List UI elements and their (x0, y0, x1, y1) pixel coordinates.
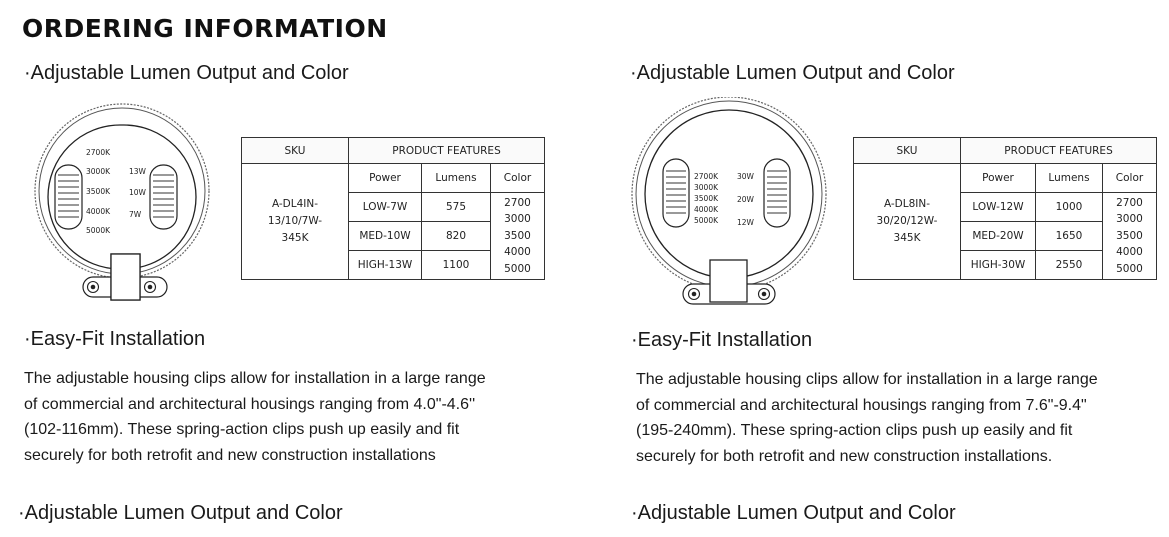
right-ordering-table (853, 137, 1157, 280)
right-heading-lumen: ·Adjustable Lumen Output and Color (630, 62, 955, 84)
left-mounting-bracket (83, 254, 167, 300)
text-line: (102-116mm). These spring-action clips push up easily and fit (24, 421, 460, 438)
right-mounting-bracket (683, 260, 775, 304)
left-downlight-diagram (28, 103, 218, 303)
sku-line: 345K (893, 232, 921, 244)
color-value: 4000 (504, 246, 531, 259)
lumens-cell: 2550 (1036, 251, 1103, 280)
right-cct-label: 4000K (694, 205, 719, 214)
right-easy-fit-text (636, 367, 1098, 469)
left-cct-label: 3500K (86, 187, 111, 196)
col-lumens-header: Lumens (1036, 164, 1103, 193)
col-color-header: Color (1103, 164, 1157, 193)
product-features-header: PRODUCT FEATURES (349, 138, 545, 164)
col-power-header: Power (349, 164, 422, 193)
right-cct-label: 3000K (694, 183, 719, 192)
lumens-cell: 1650 (1036, 222, 1103, 251)
right-cct-switch (663, 159, 689, 227)
text-line: securely for both retrofit and new construction installations (24, 446, 436, 464)
left-cct-label: 2700K (86, 148, 111, 157)
color-value: 3000 (1116, 213, 1143, 226)
sku-header: SKU (854, 138, 961, 164)
page-title: ORDERING INFORMATION (22, 14, 388, 43)
product-features-header: PRODUCT FEATURES (961, 138, 1157, 164)
lumens-cell: 1000 (1036, 193, 1103, 222)
power-cell: LOW-7W (349, 193, 422, 222)
right-watt-label: 30W (737, 172, 754, 181)
text-line: The adjustable housing clips allow for installation in a large range (24, 370, 486, 387)
left-cct-label: 3000K (86, 167, 111, 176)
left-cct-label: 4000K (86, 207, 111, 216)
left-watt-label: 10W (129, 188, 146, 197)
color-value: 3500 (1116, 229, 1143, 242)
power-cell: HIGH-13W (349, 251, 422, 280)
right-cct-label: 3500K (694, 194, 719, 203)
left-heading-easy-fit: ·Easy-Fit Installation (24, 328, 206, 350)
power-cell: MED-10W (349, 222, 422, 251)
right-cct-label: 2700K (694, 172, 719, 181)
right-downlight-diagram (628, 97, 833, 307)
right-watt-switch (764, 159, 790, 227)
color-value: 5000 (504, 262, 531, 275)
col-power-header: Power (961, 164, 1036, 193)
left-watt-switch (150, 165, 177, 229)
col-lumens-header: Lumens (422, 164, 491, 193)
col-color-header: Color (491, 164, 545, 193)
color-value: 3000 (504, 213, 531, 226)
sku-cell (242, 164, 349, 280)
sku-line: 345K (281, 232, 309, 244)
text-line: The adjustable housing clips allow for installation in a large range (636, 371, 1098, 388)
left-cct-switch (55, 165, 82, 229)
right-watt-label: 20W (737, 195, 754, 204)
right-heading-lumen-bottom: ·Adjustable Lumen Output and Color (631, 502, 956, 524)
color-value: 5000 (1116, 262, 1143, 275)
left-heading-lumen: ·Adjustable Lumen Output and Color (24, 62, 349, 84)
color-cell (491, 193, 545, 280)
power-cell: LOW-12W (961, 193, 1036, 222)
sku-line: 13/10/7W- (267, 215, 323, 227)
sku-cell (854, 164, 961, 280)
color-value: 2700 (1116, 196, 1143, 209)
left-watt-label: 13W (129, 167, 146, 176)
right-cct-label: 5000K (694, 216, 719, 225)
color-value: 4000 (1116, 246, 1143, 259)
text-line: (195-240mm). These spring-action clips push up easily and fit (636, 422, 1073, 439)
text-line: of commercial and architectural housings ranging from 7.6"-9.4" (636, 396, 1087, 414)
left-cct-label: 5000K (86, 226, 111, 235)
left-ordering-table (241, 137, 545, 280)
color-cell (1103, 193, 1157, 280)
left-easy-fit-text (24, 366, 486, 468)
text-line: of commercial and architectural housings ranging from 4.0"-4.6'' (24, 395, 476, 413)
sku-line: A-DL8IN- (883, 198, 931, 210)
left-heading-lumen-bottom: ·Adjustable Lumen Output and Color (18, 502, 343, 524)
left-watt-label: 7W (129, 210, 142, 219)
color-value: 3500 (504, 229, 531, 242)
lumens-cell: 820 (422, 222, 491, 251)
lumens-cell: 575 (422, 193, 491, 222)
color-value: 2700 (504, 196, 531, 209)
sku-line: 30/20/12W- (876, 215, 938, 227)
text-line: securely for both retrofit and new construction installations. (636, 447, 1053, 465)
sku-line: A-DL4IN- (271, 198, 319, 210)
right-watt-label: 12W (737, 218, 754, 227)
power-cell: MED-20W (961, 222, 1036, 251)
sku-header: SKU (242, 138, 349, 164)
power-cell: HIGH-30W (961, 251, 1036, 280)
lumens-cell: 1100 (422, 251, 491, 280)
right-heading-easy-fit: ·Easy-Fit Installation (631, 329, 813, 351)
